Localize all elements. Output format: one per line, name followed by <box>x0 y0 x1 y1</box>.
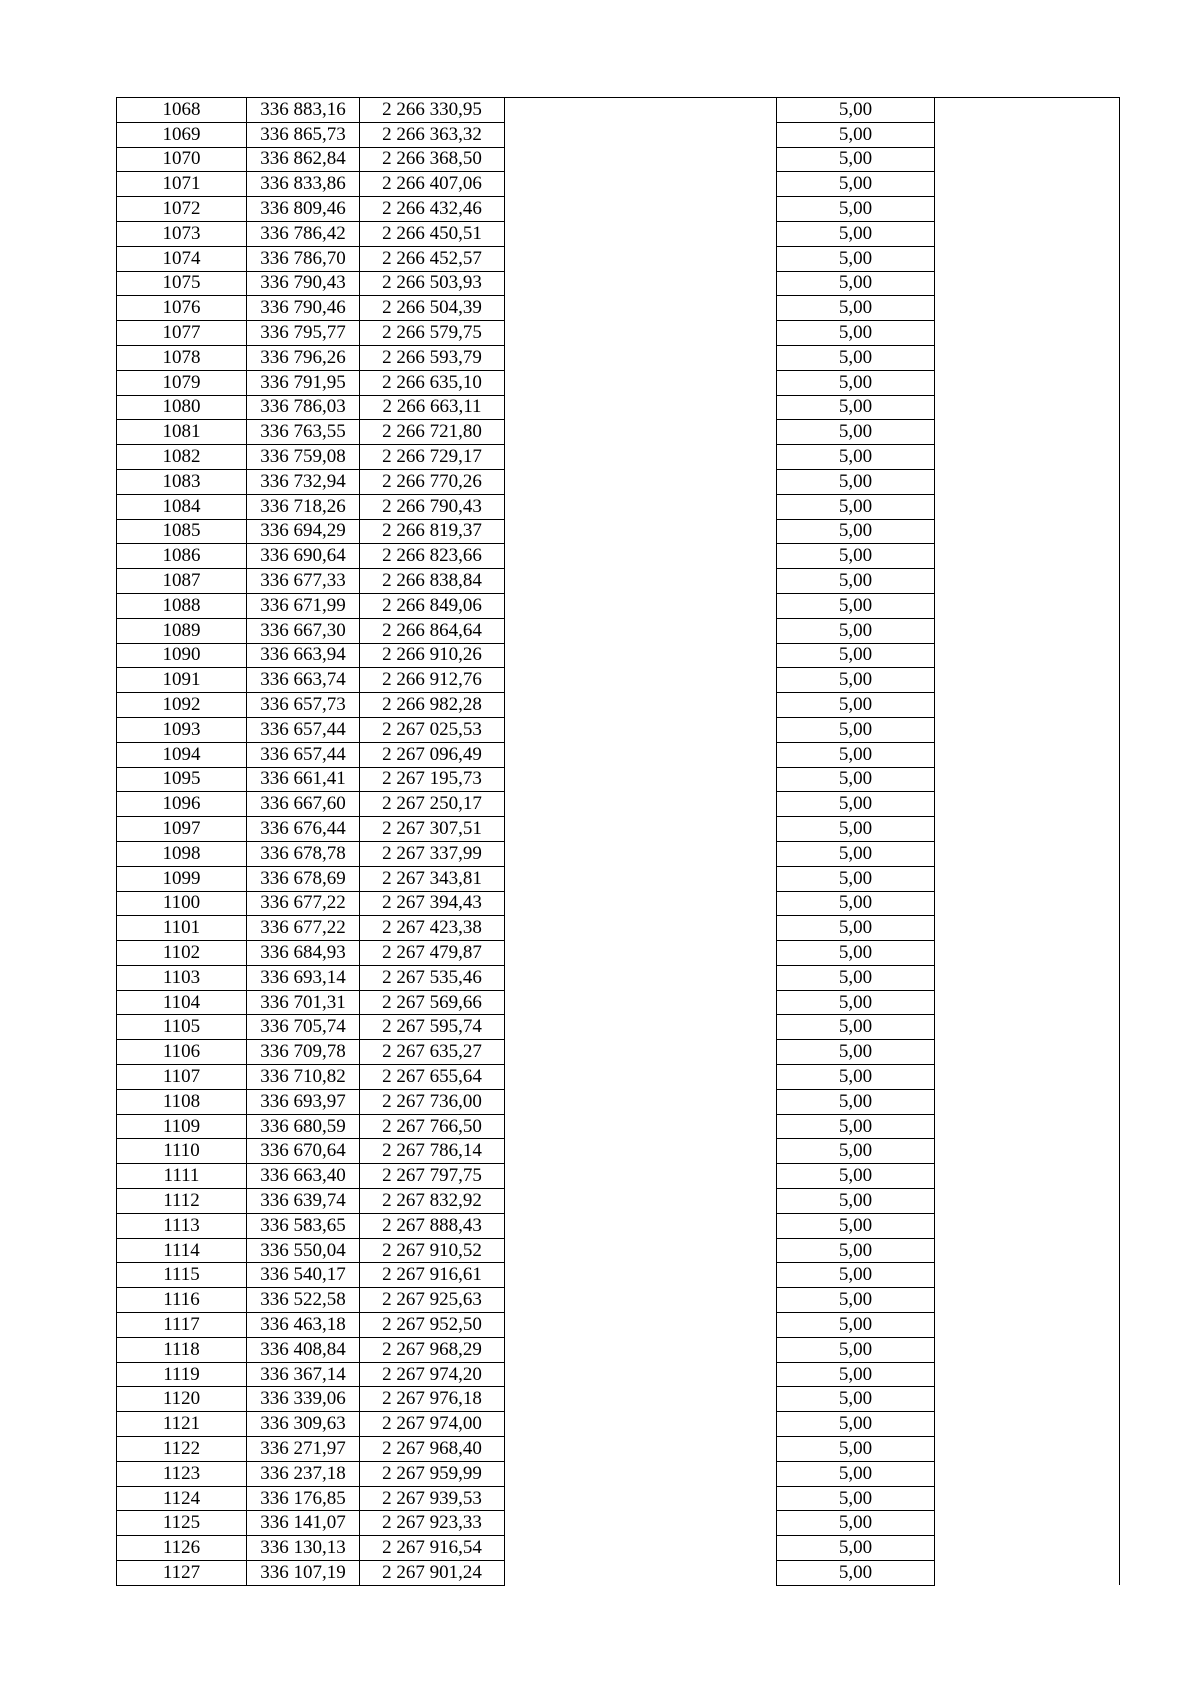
point-number-cell: 1108 <box>117 1089 247 1114</box>
y-coordinate-cell: 2 267 916,61 <box>360 1263 505 1288</box>
y-coordinate-cell: 2 267 250,17 <box>360 792 505 817</box>
value-cell: 5,00 <box>777 693 935 718</box>
y-coordinate-cell: 2 266 579,75 <box>360 321 505 346</box>
x-coordinate-cell: 336 690,64 <box>247 544 360 569</box>
value-cell: 5,00 <box>777 717 935 742</box>
y-coordinate-cell: 2 267 974,20 <box>360 1362 505 1387</box>
y-coordinate-cell: 2 267 343,81 <box>360 866 505 891</box>
value-cell: 5,00 <box>777 1189 935 1214</box>
y-coordinate-cell: 2 266 450,51 <box>360 221 505 246</box>
point-number-cell: 1126 <box>117 1536 247 1561</box>
point-number-cell: 1074 <box>117 246 247 271</box>
y-coordinate-cell: 2 267 569,66 <box>360 990 505 1015</box>
value-cell: 5,00 <box>777 1461 935 1486</box>
value-cell: 5,00 <box>777 519 935 544</box>
x-coordinate-cell: 336 540,17 <box>247 1263 360 1288</box>
y-coordinate-cell: 2 267 479,87 <box>360 941 505 966</box>
y-coordinate-cell: 2 267 916,54 <box>360 1536 505 1561</box>
x-coordinate-cell: 336 694,29 <box>247 519 360 544</box>
value-cell: 5,00 <box>777 841 935 866</box>
point-number-cell: 1111 <box>117 1164 247 1189</box>
point-number-cell: 1087 <box>117 569 247 594</box>
x-coordinate-cell: 336 795,77 <box>247 321 360 346</box>
value-cell: 5,00 <box>777 345 935 370</box>
x-coordinate-cell: 336 718,26 <box>247 494 360 519</box>
point-number-cell: 1115 <box>117 1263 247 1288</box>
y-coordinate-cell: 2 267 974,00 <box>360 1412 505 1437</box>
x-coordinate-cell: 336 408,84 <box>247 1337 360 1362</box>
y-coordinate-cell: 2 266 819,37 <box>360 519 505 544</box>
x-coordinate-cell: 336 693,97 <box>247 1089 360 1114</box>
y-coordinate-cell: 2 267 952,50 <box>360 1313 505 1338</box>
point-number-cell: 1090 <box>117 643 247 668</box>
empty-column-cell <box>935 98 1120 1586</box>
value-cell: 5,00 <box>777 1313 935 1338</box>
value-cell: 5,00 <box>777 1213 935 1238</box>
value-cell: 5,00 <box>777 1164 935 1189</box>
value-cell: 5,00 <box>777 1040 935 1065</box>
x-coordinate-cell: 336 709,78 <box>247 1040 360 1065</box>
point-number-cell: 1122 <box>117 1437 247 1462</box>
coordinate-table-body <box>117 98 1120 1586</box>
y-coordinate-cell: 2 267 736,00 <box>360 1089 505 1114</box>
y-coordinate-cell: 2 267 939,53 <box>360 1486 505 1511</box>
point-number-cell: 1092 <box>117 693 247 718</box>
y-coordinate-cell: 2 267 968,29 <box>360 1337 505 1362</box>
x-coordinate-cell: 336 693,14 <box>247 965 360 990</box>
y-coordinate-cell: 2 267 394,43 <box>360 891 505 916</box>
x-coordinate-cell: 336 141,07 <box>247 1511 360 1536</box>
point-number-cell: 1069 <box>117 122 247 147</box>
y-coordinate-cell: 2 267 595,74 <box>360 1015 505 1040</box>
point-number-cell: 1110 <box>117 1139 247 1164</box>
point-number-cell: 1075 <box>117 271 247 296</box>
x-coordinate-cell: 336 339,06 <box>247 1387 360 1412</box>
value-cell: 5,00 <box>777 1114 935 1139</box>
point-number-cell: 1088 <box>117 593 247 618</box>
point-number-cell: 1091 <box>117 668 247 693</box>
point-number-cell: 1070 <box>117 147 247 172</box>
value-cell: 5,00 <box>777 271 935 296</box>
value-cell: 5,00 <box>777 494 935 519</box>
value-cell: 5,00 <box>777 321 935 346</box>
x-coordinate-cell: 336 833,86 <box>247 172 360 197</box>
x-coordinate-cell: 336 790,46 <box>247 296 360 321</box>
x-coordinate-cell: 336 550,04 <box>247 1238 360 1263</box>
point-number-cell: 1119 <box>117 1362 247 1387</box>
value-cell: 5,00 <box>777 668 935 693</box>
x-coordinate-cell: 336 763,55 <box>247 420 360 445</box>
point-number-cell: 1099 <box>117 866 247 891</box>
y-coordinate-cell: 2 266 363,32 <box>360 122 505 147</box>
x-coordinate-cell: 336 309,63 <box>247 1412 360 1437</box>
y-coordinate-cell: 2 267 766,50 <box>360 1114 505 1139</box>
y-coordinate-cell: 2 267 910,52 <box>360 1238 505 1263</box>
y-coordinate-cell: 2 267 096,49 <box>360 742 505 767</box>
x-coordinate-cell: 336 176,85 <box>247 1486 360 1511</box>
point-number-cell: 1107 <box>117 1065 247 1090</box>
point-number-cell: 1123 <box>117 1461 247 1486</box>
value-cell: 5,00 <box>777 817 935 842</box>
point-number-cell: 1076 <box>117 296 247 321</box>
value-cell: 5,00 <box>777 569 935 594</box>
point-number-cell: 1085 <box>117 519 247 544</box>
point-number-cell: 1083 <box>117 469 247 494</box>
y-coordinate-cell: 2 267 535,46 <box>360 965 505 990</box>
value-cell: 5,00 <box>777 1536 935 1561</box>
y-coordinate-cell: 2 267 968,40 <box>360 1437 505 1462</box>
x-coordinate-cell: 336 463,18 <box>247 1313 360 1338</box>
y-coordinate-cell: 2 267 337,99 <box>360 841 505 866</box>
value-cell: 5,00 <box>777 1412 935 1437</box>
x-coordinate-cell: 336 107,19 <box>247 1561 360 1586</box>
value-cell: 5,00 <box>777 1561 935 1586</box>
value-cell: 5,00 <box>777 1288 935 1313</box>
x-coordinate-cell: 336 657,44 <box>247 742 360 767</box>
point-number-cell: 1104 <box>117 990 247 1015</box>
x-coordinate-cell: 336 367,14 <box>247 1362 360 1387</box>
point-number-cell: 1079 <box>117 370 247 395</box>
point-number-cell: 1071 <box>117 172 247 197</box>
value-cell: 5,00 <box>777 1015 935 1040</box>
point-number-cell: 1098 <box>117 841 247 866</box>
x-coordinate-cell: 336 130,13 <box>247 1536 360 1561</box>
empty-column-cell <box>505 98 777 1586</box>
point-number-cell: 1073 <box>117 221 247 246</box>
value-cell: 5,00 <box>777 370 935 395</box>
y-coordinate-cell: 2 266 823,66 <box>360 544 505 569</box>
x-coordinate-cell: 336 667,60 <box>247 792 360 817</box>
x-coordinate-cell: 336 883,16 <box>247 98 360 123</box>
point-number-cell: 1096 <box>117 792 247 817</box>
value-cell: 5,00 <box>777 469 935 494</box>
value-cell: 5,00 <box>777 122 935 147</box>
point-number-cell: 1121 <box>117 1412 247 1437</box>
x-coordinate-cell: 336 680,59 <box>247 1114 360 1139</box>
y-coordinate-cell: 2 267 195,73 <box>360 767 505 792</box>
point-number-cell: 1117 <box>117 1313 247 1338</box>
point-number-cell: 1089 <box>117 618 247 643</box>
x-coordinate-cell: 336 865,73 <box>247 122 360 147</box>
value-cell: 5,00 <box>777 965 935 990</box>
x-coordinate-cell: 336 705,74 <box>247 1015 360 1040</box>
point-number-cell: 1120 <box>117 1387 247 1412</box>
value-cell: 5,00 <box>777 618 935 643</box>
point-number-cell: 1100 <box>117 891 247 916</box>
point-number-cell: 1068 <box>117 98 247 123</box>
y-coordinate-cell: 2 266 330,95 <box>360 98 505 123</box>
point-number-cell: 1086 <box>117 544 247 569</box>
y-coordinate-cell: 2 266 864,64 <box>360 618 505 643</box>
y-coordinate-cell: 2 266 982,28 <box>360 693 505 718</box>
point-number-cell: 1084 <box>117 494 247 519</box>
point-number-cell: 1097 <box>117 817 247 842</box>
y-coordinate-cell: 2 267 025,53 <box>360 717 505 742</box>
x-coordinate-cell: 336 237,18 <box>247 1461 360 1486</box>
point-number-cell: 1118 <box>117 1337 247 1362</box>
x-coordinate-cell: 336 670,64 <box>247 1139 360 1164</box>
point-number-cell: 1109 <box>117 1114 247 1139</box>
value-cell: 5,00 <box>777 916 935 941</box>
point-number-cell: 1095 <box>117 767 247 792</box>
value-cell: 5,00 <box>777 891 935 916</box>
x-coordinate-cell: 336 701,31 <box>247 990 360 1015</box>
x-coordinate-cell: 336 271,97 <box>247 1437 360 1462</box>
y-coordinate-cell: 2 267 923,33 <box>360 1511 505 1536</box>
coordinate-table <box>116 97 1120 1586</box>
x-coordinate-cell: 336 677,22 <box>247 916 360 941</box>
y-coordinate-cell: 2 266 770,26 <box>360 469 505 494</box>
x-coordinate-cell: 336 677,33 <box>247 569 360 594</box>
x-coordinate-cell: 336 657,73 <box>247 693 360 718</box>
value-cell: 5,00 <box>777 147 935 172</box>
y-coordinate-cell: 2 267 423,38 <box>360 916 505 941</box>
y-coordinate-cell: 2 266 593,79 <box>360 345 505 370</box>
value-cell: 5,00 <box>777 593 935 618</box>
point-number-cell: 1094 <box>117 742 247 767</box>
y-coordinate-cell: 2 266 452,57 <box>360 246 505 271</box>
point-number-cell: 1127 <box>117 1561 247 1586</box>
point-number-cell: 1105 <box>117 1015 247 1040</box>
value-cell: 5,00 <box>777 1362 935 1387</box>
y-coordinate-cell: 2 266 729,17 <box>360 445 505 470</box>
x-coordinate-cell: 336 676,44 <box>247 817 360 842</box>
point-number-cell: 1080 <box>117 395 247 420</box>
point-number-cell: 1072 <box>117 197 247 222</box>
value-cell: 5,00 <box>777 1511 935 1536</box>
value-cell: 5,00 <box>777 792 935 817</box>
value-cell: 5,00 <box>777 246 935 271</box>
x-coordinate-cell: 336 791,95 <box>247 370 360 395</box>
x-coordinate-cell: 336 657,44 <box>247 717 360 742</box>
y-coordinate-cell: 2 266 838,84 <box>360 569 505 594</box>
value-cell: 5,00 <box>777 445 935 470</box>
point-number-cell: 1078 <box>117 345 247 370</box>
y-coordinate-cell: 2 267 635,27 <box>360 1040 505 1065</box>
x-coordinate-cell: 336 732,94 <box>247 469 360 494</box>
value-cell: 5,00 <box>777 395 935 420</box>
value-cell: 5,00 <box>777 1486 935 1511</box>
point-number-cell: 1125 <box>117 1511 247 1536</box>
value-cell: 5,00 <box>777 941 935 966</box>
point-number-cell: 1101 <box>117 916 247 941</box>
y-coordinate-cell: 2 267 959,99 <box>360 1461 505 1486</box>
point-number-cell: 1106 <box>117 1040 247 1065</box>
y-coordinate-cell: 2 267 888,43 <box>360 1213 505 1238</box>
y-coordinate-cell: 2 267 925,63 <box>360 1288 505 1313</box>
x-coordinate-cell: 336 663,40 <box>247 1164 360 1189</box>
point-number-cell: 1102 <box>117 941 247 966</box>
y-coordinate-cell: 2 266 790,43 <box>360 494 505 519</box>
point-number-cell: 1103 <box>117 965 247 990</box>
point-number-cell: 1113 <box>117 1213 247 1238</box>
y-coordinate-cell: 2 266 910,26 <box>360 643 505 668</box>
value-cell: 5,00 <box>777 767 935 792</box>
value-cell: 5,00 <box>777 990 935 1015</box>
point-number-cell: 1112 <box>117 1189 247 1214</box>
x-coordinate-cell: 336 661,41 <box>247 767 360 792</box>
value-cell: 5,00 <box>777 1089 935 1114</box>
x-coordinate-cell: 336 671,99 <box>247 593 360 618</box>
x-coordinate-cell: 336 663,74 <box>247 668 360 693</box>
x-coordinate-cell: 336 796,26 <box>247 345 360 370</box>
value-cell: 5,00 <box>777 866 935 891</box>
y-coordinate-cell: 2 266 504,39 <box>360 296 505 321</box>
x-coordinate-cell: 336 809,46 <box>247 197 360 222</box>
point-number-cell: 1114 <box>117 1238 247 1263</box>
value-cell: 5,00 <box>777 197 935 222</box>
point-number-cell: 1082 <box>117 445 247 470</box>
y-coordinate-cell: 2 266 849,06 <box>360 593 505 618</box>
x-coordinate-cell: 336 862,84 <box>247 147 360 172</box>
value-cell: 5,00 <box>777 98 935 123</box>
x-coordinate-cell: 336 667,30 <box>247 618 360 643</box>
y-coordinate-cell: 2 267 832,92 <box>360 1189 505 1214</box>
y-coordinate-cell: 2 266 635,10 <box>360 370 505 395</box>
table-row <box>117 98 1120 123</box>
value-cell: 5,00 <box>777 1238 935 1263</box>
value-cell: 5,00 <box>777 1065 935 1090</box>
point-number-cell: 1077 <box>117 321 247 346</box>
y-coordinate-cell: 2 266 407,06 <box>360 172 505 197</box>
x-coordinate-cell: 336 583,65 <box>247 1213 360 1238</box>
x-coordinate-cell: 336 786,70 <box>247 246 360 271</box>
y-coordinate-cell: 2 267 655,64 <box>360 1065 505 1090</box>
point-number-cell: 1116 <box>117 1288 247 1313</box>
x-coordinate-cell: 336 790,43 <box>247 271 360 296</box>
y-coordinate-cell: 2 267 901,24 <box>360 1561 505 1586</box>
y-coordinate-cell: 2 266 503,93 <box>360 271 505 296</box>
point-number-cell: 1124 <box>117 1486 247 1511</box>
value-cell: 5,00 <box>777 544 935 569</box>
x-coordinate-cell: 336 678,78 <box>247 841 360 866</box>
y-coordinate-cell: 2 267 797,75 <box>360 1164 505 1189</box>
value-cell: 5,00 <box>777 1337 935 1362</box>
x-coordinate-cell: 336 786,42 <box>247 221 360 246</box>
point-number-cell: 1093 <box>117 717 247 742</box>
value-cell: 5,00 <box>777 1387 935 1412</box>
point-number-cell: 1081 <box>117 420 247 445</box>
x-coordinate-cell: 336 522,58 <box>247 1288 360 1313</box>
x-coordinate-cell: 336 677,22 <box>247 891 360 916</box>
value-cell: 5,00 <box>777 643 935 668</box>
value-cell: 5,00 <box>777 1263 935 1288</box>
x-coordinate-cell: 336 759,08 <box>247 445 360 470</box>
y-coordinate-cell: 2 266 663,11 <box>360 395 505 420</box>
value-cell: 5,00 <box>777 296 935 321</box>
x-coordinate-cell: 336 678,69 <box>247 866 360 891</box>
value-cell: 5,00 <box>777 172 935 197</box>
y-coordinate-cell: 2 266 368,50 <box>360 147 505 172</box>
x-coordinate-cell: 336 684,93 <box>247 941 360 966</box>
x-coordinate-cell: 336 710,82 <box>247 1065 360 1090</box>
y-coordinate-cell: 2 267 976,18 <box>360 1387 505 1412</box>
value-cell: 5,00 <box>777 221 935 246</box>
y-coordinate-cell: 2 266 432,46 <box>360 197 505 222</box>
x-coordinate-cell: 336 786,03 <box>247 395 360 420</box>
x-coordinate-cell: 336 663,94 <box>247 643 360 668</box>
y-coordinate-cell: 2 267 786,14 <box>360 1139 505 1164</box>
y-coordinate-cell: 2 266 721,80 <box>360 420 505 445</box>
y-coordinate-cell: 2 267 307,51 <box>360 817 505 842</box>
value-cell: 5,00 <box>777 1139 935 1164</box>
value-cell: 5,00 <box>777 1437 935 1462</box>
value-cell: 5,00 <box>777 420 935 445</box>
y-coordinate-cell: 2 266 912,76 <box>360 668 505 693</box>
value-cell: 5,00 <box>777 742 935 767</box>
x-coordinate-cell: 336 639,74 <box>247 1189 360 1214</box>
